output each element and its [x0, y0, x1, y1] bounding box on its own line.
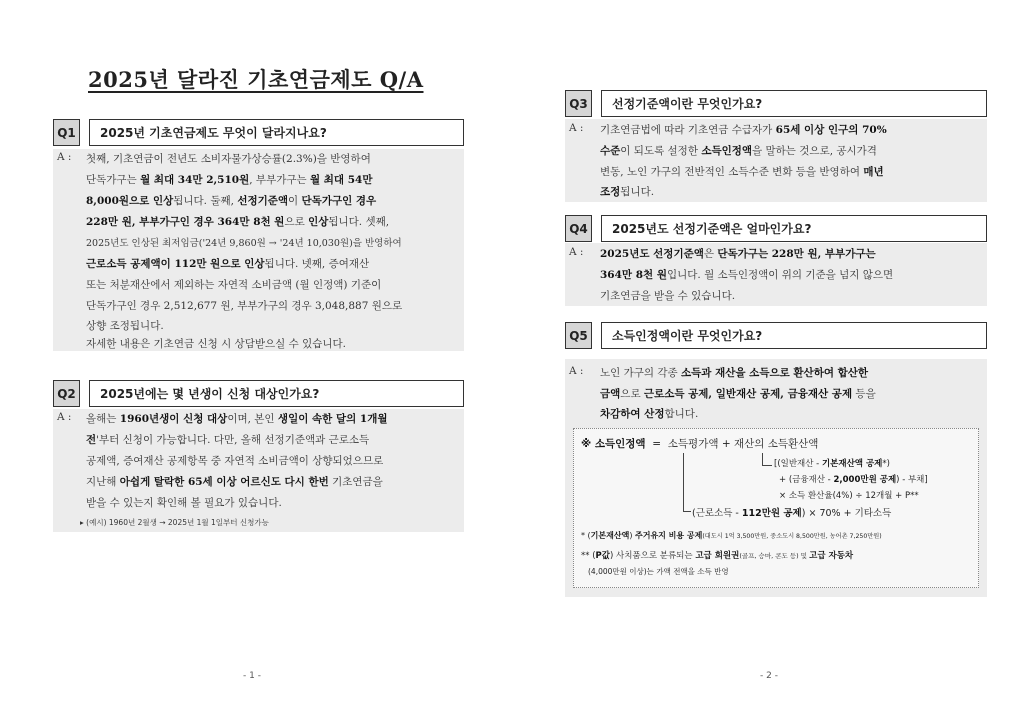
q2-line: 받을 수 있는지 확인해 볼 필요가 있습니다. [86, 497, 282, 509]
formula-asset-line: + (금융재산 - 2,000만원 공제) - 부채] [779, 475, 928, 485]
q1-header [53, 119, 464, 146]
q3-header [565, 90, 987, 117]
q1-line: 자세한 내용은 기초연금 신청 시 상담받으실 수 있습니다. [86, 338, 346, 350]
q2-example-note: ▸ (예시) 1960년 2월생 → 2025년 1월 1일부터 신청가능 [80, 518, 269, 527]
q3-title: 선정기준액이란 무엇인가요? [601, 90, 987, 117]
q3-line: 조정됩니다. [600, 186, 655, 198]
formula-bracket [762, 465, 772, 466]
page-number-1: - 1 - [243, 671, 261, 681]
q1-line: 또는 처분재산에서 제외하는 자연적 소비금액 (월 인정액) 기준이 [86, 279, 382, 291]
q1-line: 228만 원, 부부가구인 경우 364만 8천 원으로 인상됩니다. 셋째, [86, 216, 390, 228]
formula-note-3: (4,000만원 이상)는 가액 전액을 소득 반영 [588, 567, 729, 576]
income-formula-box [573, 428, 979, 588]
q4-line: 364만 8천 원입니다. 월 소득인정액이 위의 기준을 넘지 않으면 [600, 269, 894, 281]
q3-line: 기초연금법에 따라 기초연금 수급자가 65세 이상 인구의 70% [600, 124, 887, 136]
q1-answer-label: A : [57, 151, 72, 163]
q5-header [565, 322, 987, 349]
q5-number: Q5 [565, 322, 592, 349]
q2-line: 전'부터 신청이 가능합니다. 다만, 올해 선정기준액과 근로소득 [86, 434, 370, 446]
q2-title: 2025년에는 몇 년생이 신청 대상인가요? [89, 380, 464, 407]
q4-line: 기초연금을 받을 수 있습니다. [600, 290, 736, 302]
formula-note-2: ** (P값) 사치품으로 분류되는 고급 회원권(골프, 승마, 콘도 등) 및 고급 자동차 [581, 551, 854, 561]
q3-line: 수준이 되도록 설정한 소득인정액을 말하는 것으로, 공시가격 [600, 145, 877, 157]
q3-answer [565, 119, 987, 202]
q2-answer-label: A : [57, 411, 72, 423]
q1-line: 단독가구인 경우 2,512,677 원, 부부가구의 경우 3,048,887 원으로 [86, 300, 403, 312]
q5-line: 금액으로 근로소득 공제, 일반재산 공제, 금융재산 공제 등을 [600, 388, 876, 400]
q3-answer-label: A : [569, 122, 584, 134]
q1-line: 2025년도 인상된 최저임금('24년 9,860원 → '24년 10,030원)을 반영하여 [86, 238, 402, 249]
q2-number: Q2 [53, 380, 80, 407]
q1-number: Q1 [53, 119, 80, 146]
formula-bracket [762, 453, 763, 465]
q4-header [565, 215, 987, 242]
q4-title: 2025년도 선정기준액은 얼마인가요? [601, 215, 987, 242]
q3-line: 변동, 노인 가구의 전반적인 소득수준 변화 등을 반영하여 매년 [600, 166, 884, 178]
page-2 [512, 0, 1024, 724]
q4-number: Q4 [565, 215, 592, 242]
q3-number: Q3 [565, 90, 592, 117]
q5-answer [565, 359, 987, 597]
formula-asset-line: × 소득 환산율(4%) ÷ 12개월 + P** [779, 491, 919, 501]
q5-title: 소득인정액이란 무엇인가요? [601, 322, 987, 349]
q4-answer [565, 243, 987, 306]
page-number-2: - 2 - [760, 671, 778, 681]
q1-line: 8,000원으로 인상됩니다. 둘째, 선정기준액이 단독가구인 경우 [86, 195, 377, 207]
q2-line: 올해는 1960년생이 신청 대상이며, 본인 생일이 속한 달의 1개월 [86, 413, 388, 425]
document-title: 2025년 달라진 기초연금제도 Q/A [88, 67, 424, 92]
q2-line: 지난해 아쉽게 탈락한 65세 이상 어르신도 다시 한번 기초연금을 [86, 476, 383, 488]
q4-answer-label: A : [569, 246, 584, 258]
q1-title: 2025년 기초연금제도 무엇이 달라지나요? [89, 119, 464, 146]
q1-line: 단독가구는 월 최대 34만 2,510원, 부부가구는 월 최대 54만 [86, 174, 373, 186]
q5-line: 노인 가구의 각종 소득과 재산을 소득으로 환산하여 합산한 [600, 367, 869, 379]
formula-bracket [683, 453, 684, 511]
q1-line: 상향 조정됩니다. [86, 320, 164, 332]
formula-note-1: * (기본재산액) 주거유지 비용 공제(대도시 1억 3,500만원, 중소도시 8,500만원, 농어촌 7,250만원) [581, 531, 882, 540]
formula-income-line: (근로소득 - 112만원 공제) × 70% + 기타소득 [692, 508, 892, 519]
formula-main: ※ 소득인정액 = 소득평가액 + 재산의 소득환산액 [581, 438, 819, 450]
q5-answer-label: A : [569, 365, 584, 377]
q1-line: 근로소득 공제액이 112만 원으로 인상됩니다. 넷째, 증여재산 [86, 258, 370, 270]
q2-line: 공제액, 증여재산 공제항목 중 자연적 소비금액이 상향되었으므로 [86, 455, 384, 467]
q5-line: 차감하여 산정합니다. [600, 408, 699, 420]
q4-line: 2025년도 선정기준액은 단독가구는 228만 원, 부부가구는 [600, 248, 876, 260]
formula-asset-line: [(일반재산 - 기본재산액 공제*) [774, 459, 890, 469]
q2-header [53, 380, 464, 407]
formula-bracket [683, 511, 691, 512]
q2-answer [53, 409, 464, 532]
q1-answer [53, 149, 464, 351]
q1-line: 첫째, 기초연금이 전년도 소비자물가상승률(2.3%)을 반영하여 [86, 153, 371, 165]
